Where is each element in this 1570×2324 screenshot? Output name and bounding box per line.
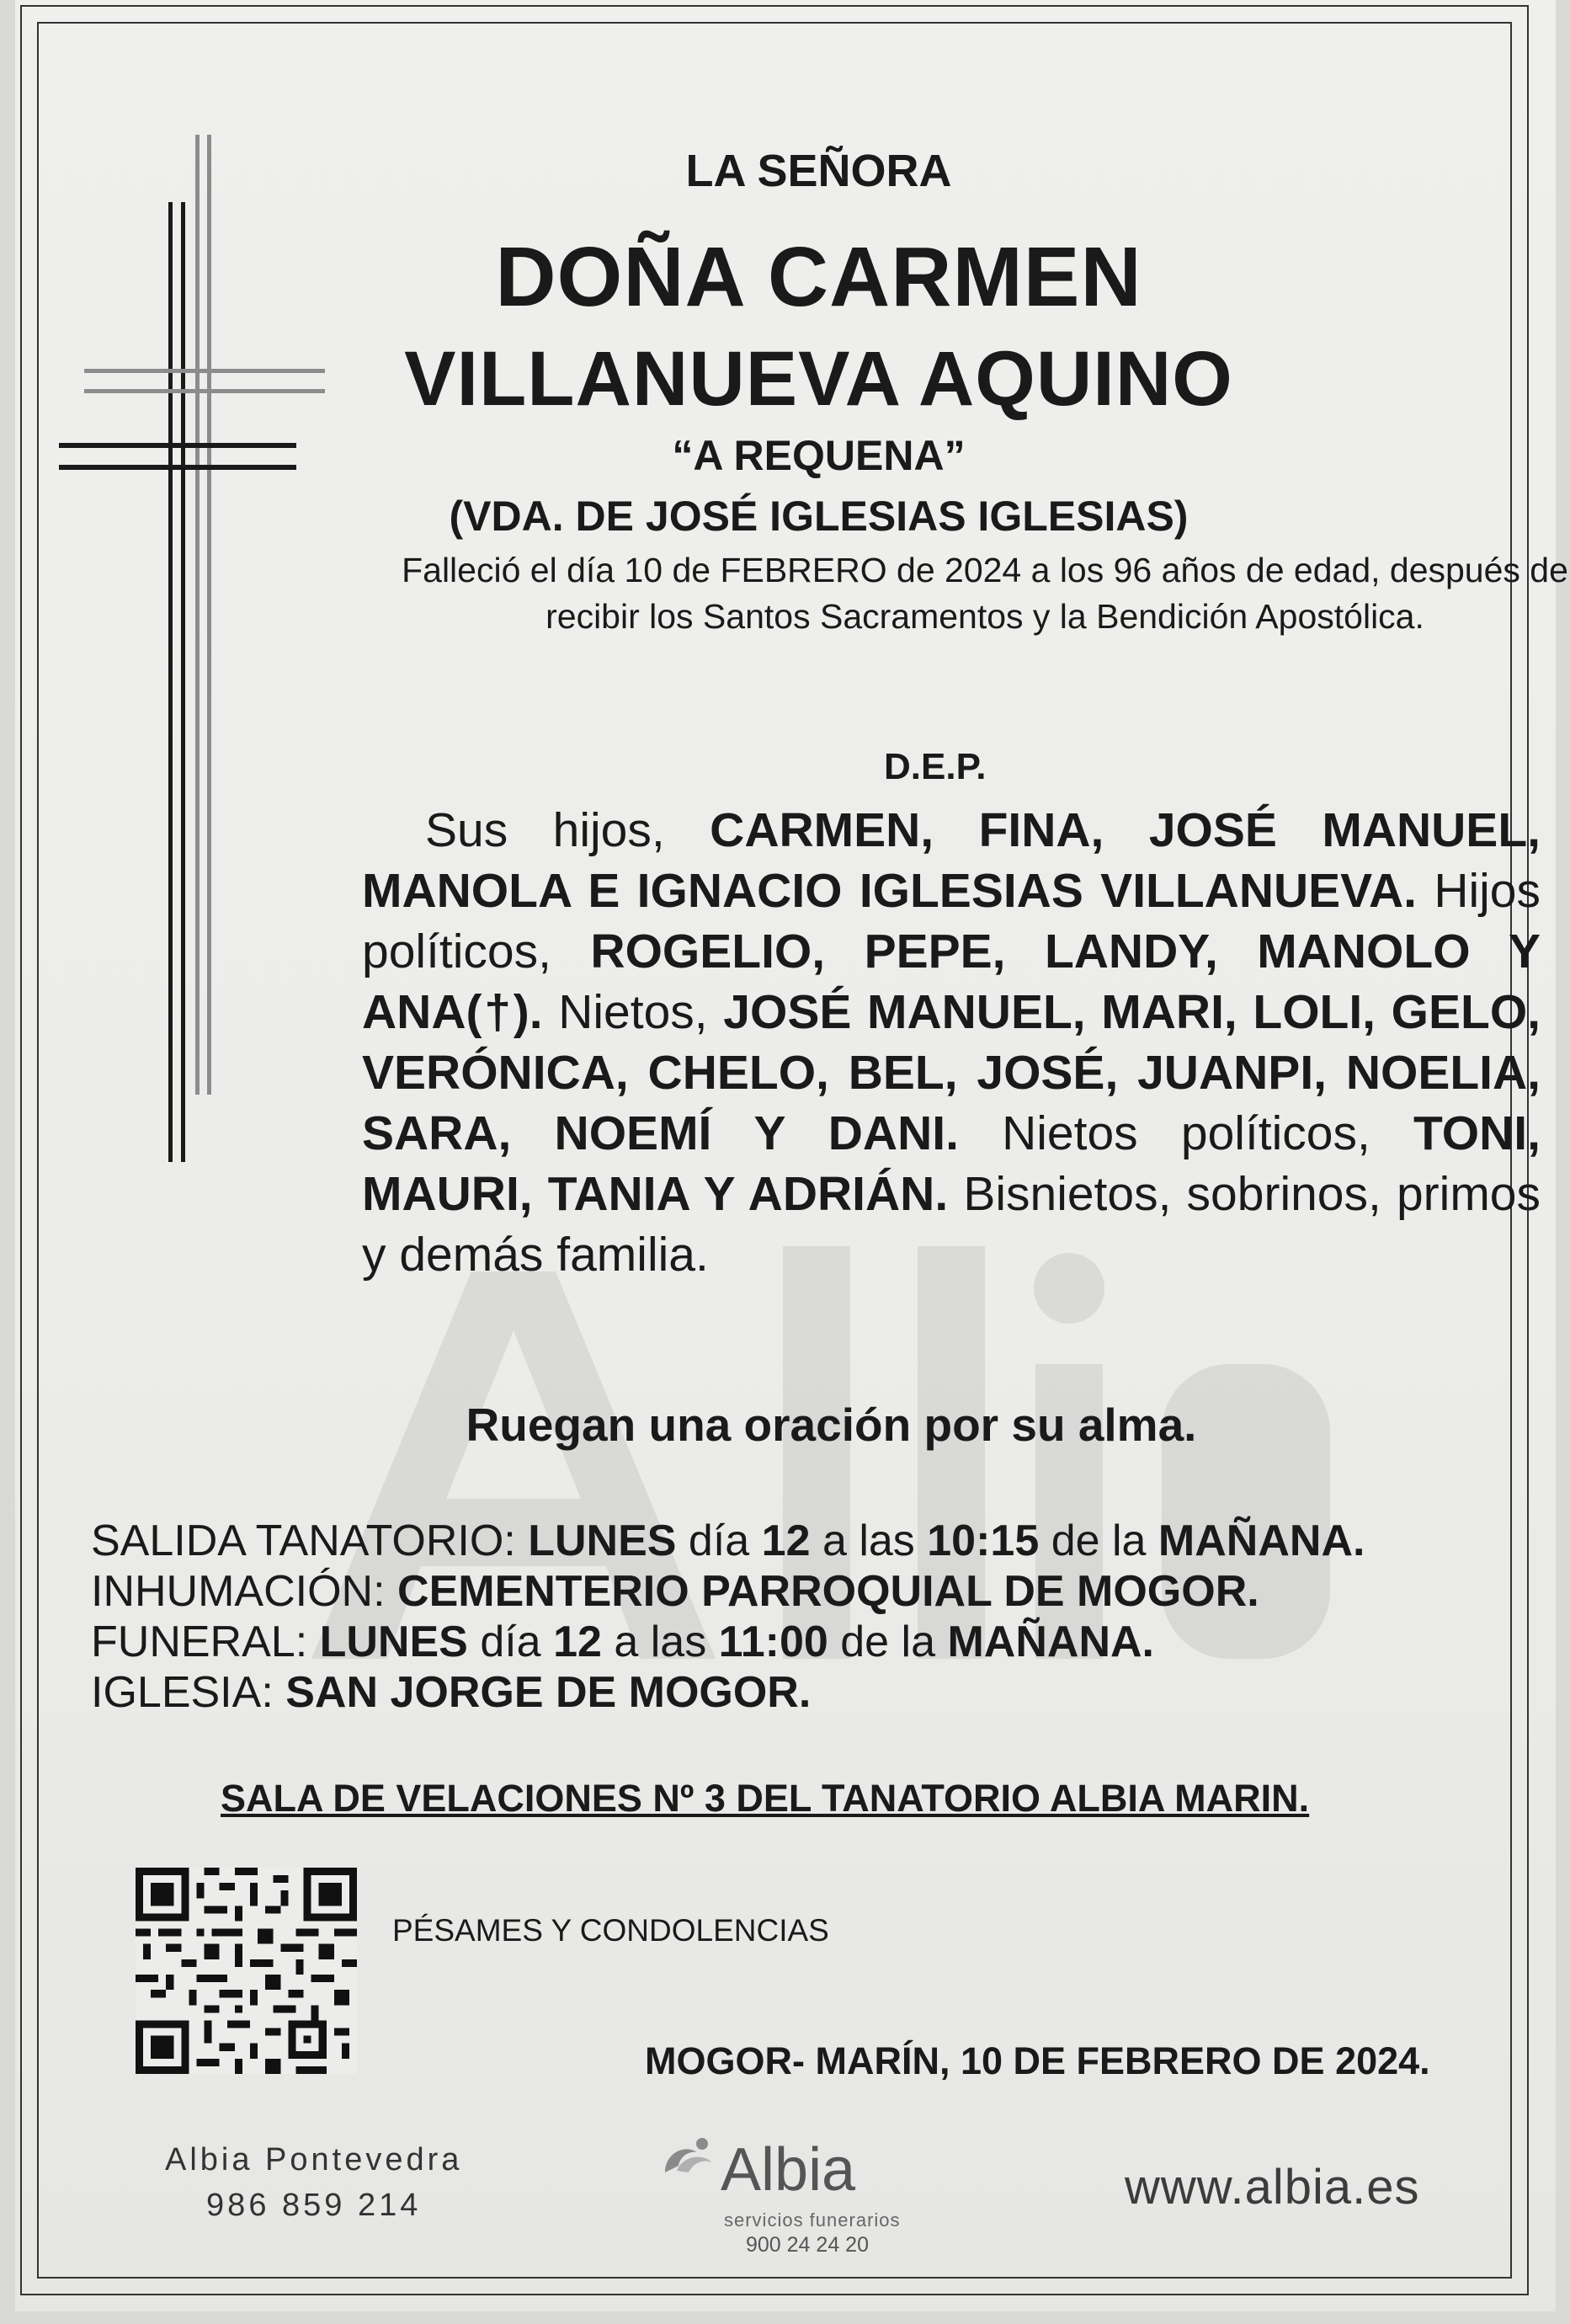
- nietos-names: JOSÉ MANUEL, MARI, LOLI, GELO, VERÓNICA, CHELO, BEL, JOSÉ, JUANPI, NOELIA, SARA, NOEMÍ Y DANI.: [362, 985, 1541, 1160]
- branch-info: [165, 2137, 462, 2228]
- hijos-label: Sus hijos,: [425, 803, 665, 857]
- place-and-date: MOGOR- MARÍN, 10 DE FEBRERO DE 2024.: [645, 2039, 1430, 2082]
- funeral-day: LUNES: [319, 1618, 468, 1666]
- deceased-alias: “A REQUENA”: [672, 432, 966, 479]
- website-link[interactable]: www.albia.es: [1125, 2160, 1420, 2215]
- funeral-period: MAÑANA.: [947, 1618, 1154, 1666]
- condolences-label: PÉSAMES Y CONDOLENCIAS: [392, 1913, 829, 1948]
- inhumacion-row: [91, 1566, 1522, 1617]
- logo-name: Albia: [721, 2136, 856, 2204]
- iglesia-row: [91, 1667, 1522, 1718]
- title-prefix: LA SEÑORA: [685, 146, 952, 196]
- family-list: [362, 800, 1541, 1285]
- funeral-row: [91, 1617, 1522, 1667]
- nietos-politicos-names: TONI, MAURI, TANIA Y ADRIÁN.: [362, 1106, 1541, 1221]
- widow-of: (VDA. DE JOSÉ IGLESIAS IGLESIAS): [449, 493, 1189, 540]
- albia-logo-icon: [660, 2129, 719, 2188]
- nietos-politicos-label: Nietos políticos,: [1002, 1106, 1370, 1160]
- dep-label: D.E.P.: [884, 746, 987, 787]
- prayer-request: Ruegan una oración por su alma.: [466, 1399, 1197, 1451]
- salida-date: 12: [761, 1516, 811, 1565]
- hijos-politicos-label: Hijos políticos,: [362, 864, 1541, 978]
- other-family: Bisnietos, sobrinos, primos y demás familia.: [362, 1167, 1541, 1282]
- funeral-a-las: a las: [614, 1618, 707, 1666]
- inhumacion-place: CEMENTERIO PARROQUIAL DE MOGOR.: [397, 1567, 1259, 1616]
- salida-day: LUNES: [528, 1516, 677, 1565]
- iglesia-name: SAN JORGE DE MOGOR.: [285, 1668, 812, 1717]
- wake-room: SALA DE VELACIONES Nº 3 DEL TANATORIO ALBIA MARIN.: [221, 1777, 1310, 1820]
- salida-label: SALIDA TANATORIO:: [91, 1516, 516, 1565]
- funeral-date: 12: [553, 1618, 602, 1666]
- deceased-name-line2: VILLANUEVA AQUINO: [404, 336, 1233, 422]
- funeral-label: FUNERAL:: [91, 1618, 308, 1666]
- death-notice: Falleció el día 10 de FEBRERO de 2024 a los 96 años de edad, después de recibir los Santos Sacramentos y la Bendición Apostólica.: [402, 551, 1568, 636]
- qr-code[interactable]: [135, 1868, 358, 2074]
- salida-de-la: de la: [1051, 1516, 1147, 1565]
- salida-a-las: a las: [822, 1516, 915, 1565]
- albia-logo: [660, 2129, 913, 2255]
- funeral-de-la: de la: [840, 1618, 936, 1666]
- logo-phone: 900 24 24 20: [746, 2233, 869, 2257]
- salida-row: [91, 1516, 1522, 1566]
- branch-name: Albia Pontevedra: [165, 2142, 463, 2177]
- service-details: [91, 1516, 1522, 1718]
- deceased-name-line1: DOÑA CARMEN: [495, 230, 1142, 324]
- funeral-time: 11:00: [718, 1618, 828, 1666]
- salida-time: 10:15: [927, 1516, 1040, 1565]
- salida-period: MAÑANA.: [1158, 1516, 1365, 1565]
- iglesia-label: IGLESIA:: [91, 1668, 274, 1717]
- funeral-dia-word: día: [480, 1618, 541, 1666]
- salida-dia-word: día: [688, 1516, 750, 1565]
- branch-phone: 986 859 214: [206, 2188, 422, 2223]
- hijos-politicos-names: ROGELIO, PEPE, LANDY, MANOLO Y ANA(†).: [362, 925, 1541, 1039]
- logo-tagline: servicios funerarios: [724, 2209, 901, 2231]
- nietos-label: Nietos,: [558, 985, 708, 1039]
- hijos-names: CARMEN, FINA, JOSÉ MANUEL, MANOLA E IGNACIO IGLESIAS VILLANUEVA.: [362, 803, 1541, 918]
- inhumacion-label: INHUMACIÓN:: [91, 1567, 386, 1616]
